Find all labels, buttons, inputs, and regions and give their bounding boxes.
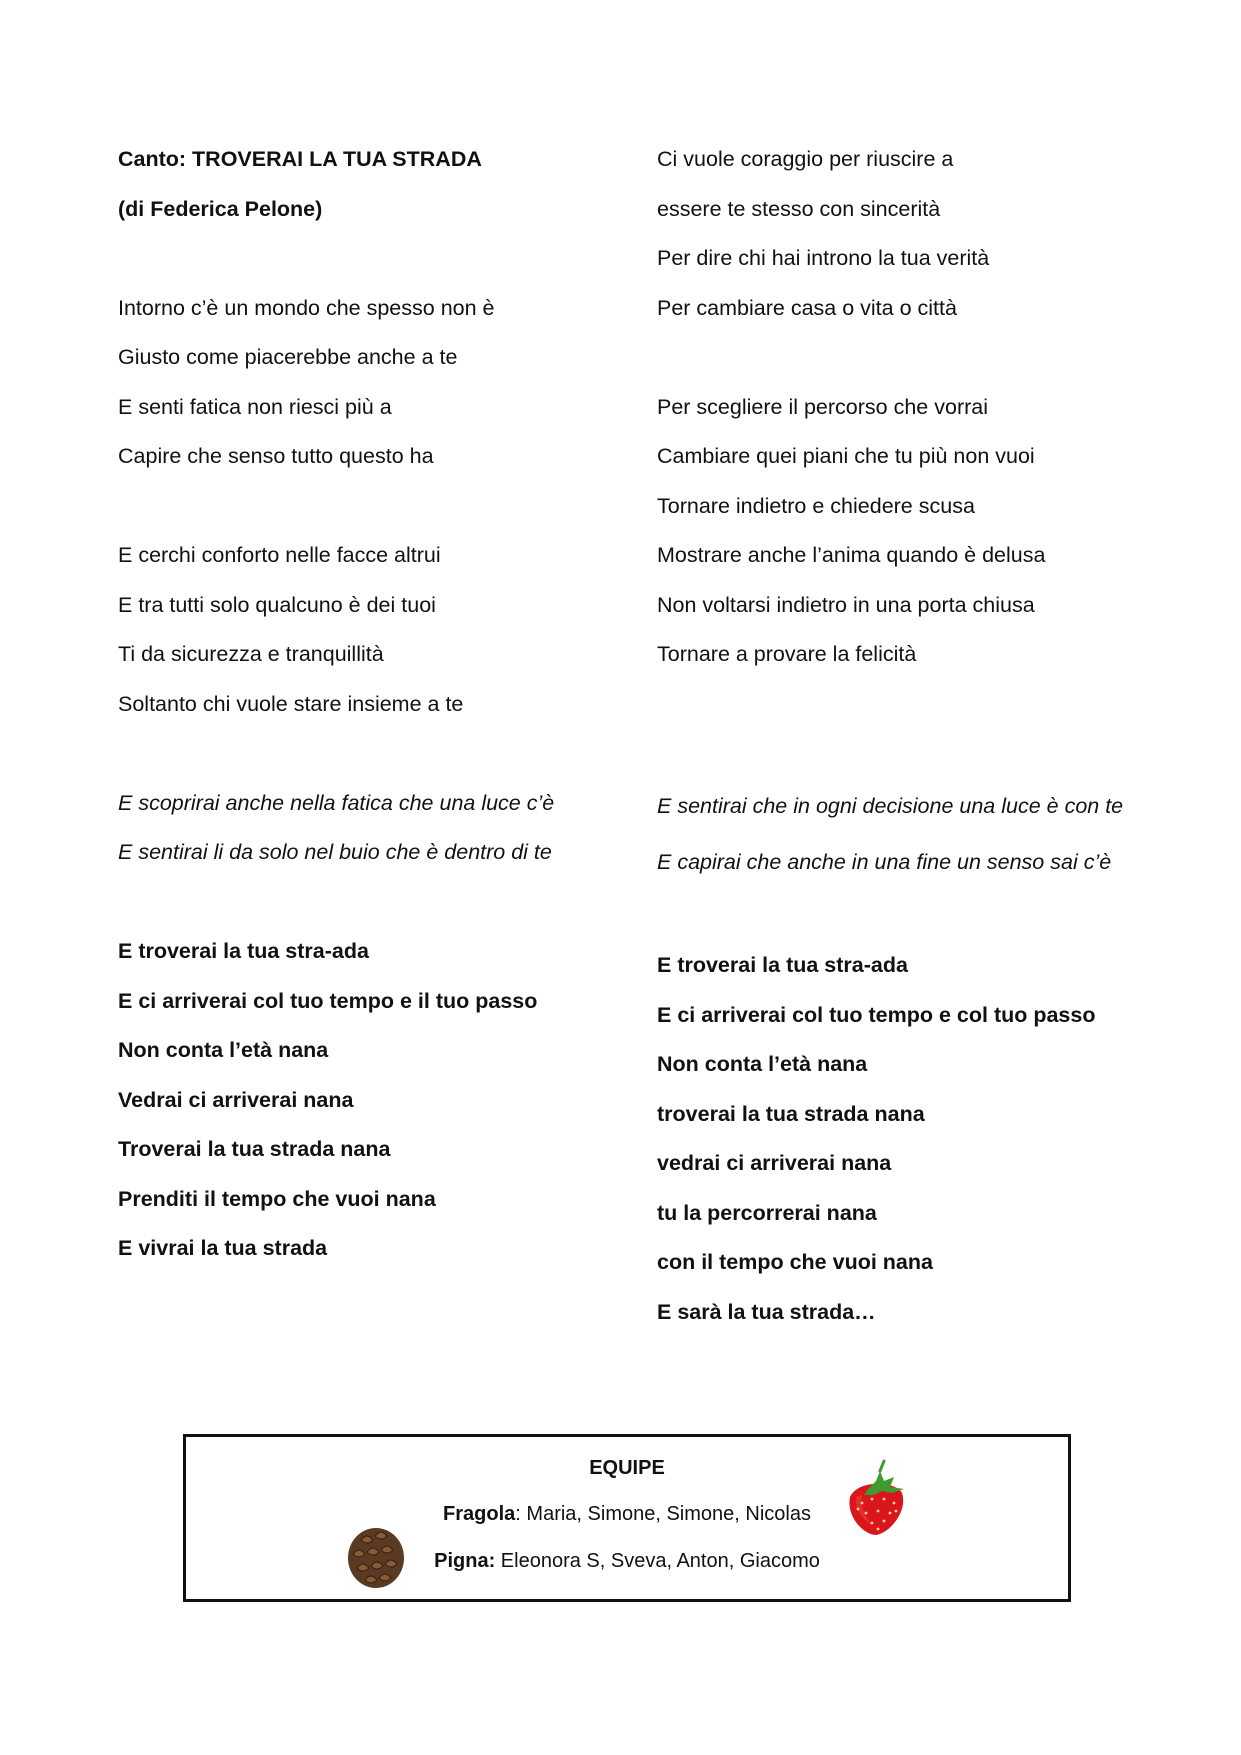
equipe-row-pigna [186,1550,1068,1573]
stanza-gap [657,903,1127,929]
lyric-line: Troverai la tua strada nana [118,1137,391,1161]
stanza-gap [118,889,598,915]
song-heading-line: Canto: TROVERAI LA TUA STRADA [118,147,482,171]
lyric-line: Per scegliere il percorso che vorrai [657,394,988,419]
lyric-line: troverai la tua strada nana [657,1101,925,1126]
lyric-line: E tra tutti solo qualcuno è dei tuoi [118,592,436,617]
lyric-line: Tornare indietro e chiedere scusa [657,493,975,518]
lyric-line: con il tempo che vuoi nana [657,1250,933,1274]
lyrics-left-column [118,146,598,1285]
lyric-line: E cerchi conforto nelle facce altrui [118,543,441,567]
lyric-line: Soltanto chi vuole stare insieme a te [118,691,464,716]
lyric-line: E capirai che anche in una fine un senso sai c’è [657,850,1112,874]
lyric-line: E scoprirai anche nella fatica che una luce c’è [118,790,555,815]
lyric-line: Non voltarsi indietro in una porta chiusa [657,592,1035,617]
lyric-line: E troverai la tua stra-ada [657,953,908,977]
lyric-line: E troverai la tua stra-ada [118,939,369,963]
lyric-line: Mostrare anche l’anima quando è delusa [657,543,1046,567]
lyric-line: E vivrai la tua strada [118,1236,328,1260]
lyric-line: Ti da sicurezza e tranquillità [118,642,384,666]
lyric-line: E sentirai che in ogni decisione una luce è con te [657,793,1124,818]
lyric-line: E sarà la tua strada… [657,1299,876,1324]
lyric-line: Intorno c’è un mondo che spesso non è [118,295,495,320]
stanza-gap [657,691,1127,717]
lyric-line: Non conta l’età nana [657,1052,868,1076]
lyric-line: Giusto come piacerebbe anche a te [118,345,458,369]
equipe-box [183,1434,1071,1602]
lyric-line: essere te stesso con sincerità [657,196,941,221]
pigna-names: Eleonora S, Sveva, Anton, Giacomo [495,1550,820,1572]
lyrics-right-column [657,146,1127,1348]
lyric-line: E ci arriverai col tuo tempo e col tuo passo [657,1002,1096,1027]
stanza-gap [657,740,1127,766]
lyric-line: E ci arriverai col tuo tempo e il tuo passo [118,988,538,1013]
lyric-line: Per dire chi hai introno la tua verità [657,246,990,270]
lyric-line: Capire che senso tutto questo ha [118,444,434,468]
lyric-line: E senti fatica non riesci più a [118,394,392,419]
stanza-gap [118,493,598,519]
pigna-label: Pigna: [434,1550,496,1572]
equipe-row-fragola [186,1503,1068,1526]
lyric-line: Cambiare quei piani che tu più non vuoi [657,444,1035,468]
lyric-line: E sentirai li da solo nel buio che è dentro di te [118,840,552,864]
lyric-line: Tornare a provare la felicità [657,642,917,666]
lyric-line: Per cambiare casa o vita o città [657,295,957,320]
lyric-line: Ci vuole coraggio per riuscire a [657,147,954,171]
lyric-line: Non conta l’età nana [118,1038,329,1062]
lyric-line: Prenditi il tempo che vuoi nana [118,1186,436,1211]
fragola-separator: : [515,1503,527,1525]
song-heading-line: (di Federica Pelone) [118,196,323,221]
stanza-gap [657,344,1127,370]
lyric-line: vedrai ci arriverai nana [657,1151,892,1175]
lyric-line: Vedrai ci arriverai nana [118,1087,354,1112]
stanza-gap [118,245,598,271]
pinecone-icon [341,1520,411,1590]
fragola-names: Maria, Simone, Simone, Nicolas [526,1503,811,1525]
equipe-title: EQUIPE [589,1457,665,1479]
stanza-gap [118,740,598,766]
lyric-line: tu la percorrerai nana [657,1200,877,1225]
fragola-label: Fragola [443,1503,516,1525]
strawberry-icon [838,1459,918,1539]
